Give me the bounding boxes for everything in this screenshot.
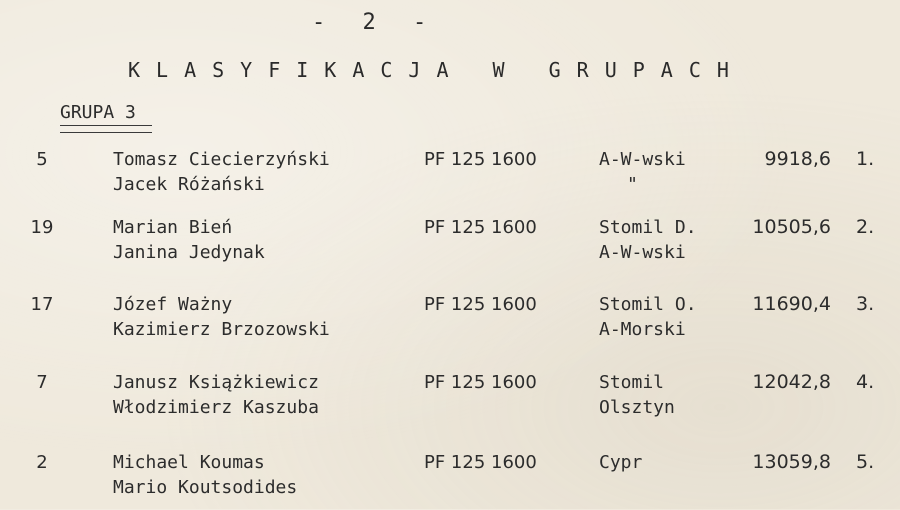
classification-row <box>0 370 900 430</box>
place: 1. <box>856 148 875 170</box>
car-model: PF 125 1600 <box>424 372 537 393</box>
start-number: 17 <box>30 294 54 315</box>
club <box>599 370 675 420</box>
classification-row <box>0 450 900 510</box>
club <box>599 215 697 265</box>
driver-name: Marian Bień <box>113 217 233 238</box>
club <box>599 450 642 500</box>
club-line-2: A-W-wski <box>599 242 686 263</box>
club-line-2: " <box>627 174 638 195</box>
club-line-1: Cypr <box>599 452 643 473</box>
classification-row <box>0 215 900 275</box>
driver-name: Tomasz Ciecierzyński <box>113 149 330 170</box>
crew-names <box>113 292 330 342</box>
club-line-1: A-W-wski <box>599 149 686 170</box>
group-heading-underline <box>60 125 152 133</box>
points: 12042,8 <box>752 371 831 393</box>
classification-row <box>0 147 900 207</box>
classification-row <box>0 292 900 352</box>
place: 5. <box>856 451 875 473</box>
club-line-2: Olsztyn <box>599 397 675 418</box>
driver-name: Józef Ważny <box>113 294 233 315</box>
crew-names <box>113 450 297 500</box>
car-model: PF 125 1600 <box>424 149 537 170</box>
car-model: PF 125 1600 <box>424 294 537 315</box>
group-heading: GRUPA 3 <box>60 102 136 123</box>
car-model: PF 125 1600 <box>424 217 537 238</box>
crew-names <box>113 147 330 197</box>
club-line-1: Stomil D. <box>599 217 697 238</box>
car-model: PF 125 1600 <box>424 452 537 473</box>
codriver-name: Janina Jedynak <box>113 242 265 263</box>
driver-name: Michael Koumas <box>113 452 265 473</box>
start-number: 5 <box>36 149 48 170</box>
club-line-2: A-Morski <box>599 319 686 340</box>
start-number: 7 <box>36 372 48 393</box>
points: 9918,6 <box>764 148 831 170</box>
club <box>599 147 686 197</box>
club-line-1: Stomil O. <box>599 294 697 315</box>
codriver-name: Włodzimierz Kaszuba <box>113 397 319 418</box>
crew-names <box>113 370 319 420</box>
page-number: - 2 - <box>312 10 439 35</box>
points: 10505,6 <box>752 216 831 238</box>
start-number: 19 <box>30 217 54 238</box>
codriver-name: Mario Koutsodides <box>113 477 298 498</box>
page-title: KLASYFIKACJA W GRUPACH <box>128 58 745 82</box>
points: 11690,4 <box>752 293 831 315</box>
club-line-2 <box>599 475 642 500</box>
place: 4. <box>856 371 875 393</box>
start-number: 2 <box>36 452 48 473</box>
codriver-name: Kazimierz Brzozowski <box>113 319 330 340</box>
place: 2. <box>856 216 875 238</box>
points: 13059,8 <box>752 451 831 473</box>
crew-names <box>113 215 265 265</box>
place: 3. <box>856 293 875 315</box>
driver-name: Janusz Książkiewicz <box>113 372 319 393</box>
codriver-name: Jacek Różański <box>113 174 265 195</box>
club <box>599 292 697 342</box>
club-line-1: Stomil <box>599 372 665 393</box>
